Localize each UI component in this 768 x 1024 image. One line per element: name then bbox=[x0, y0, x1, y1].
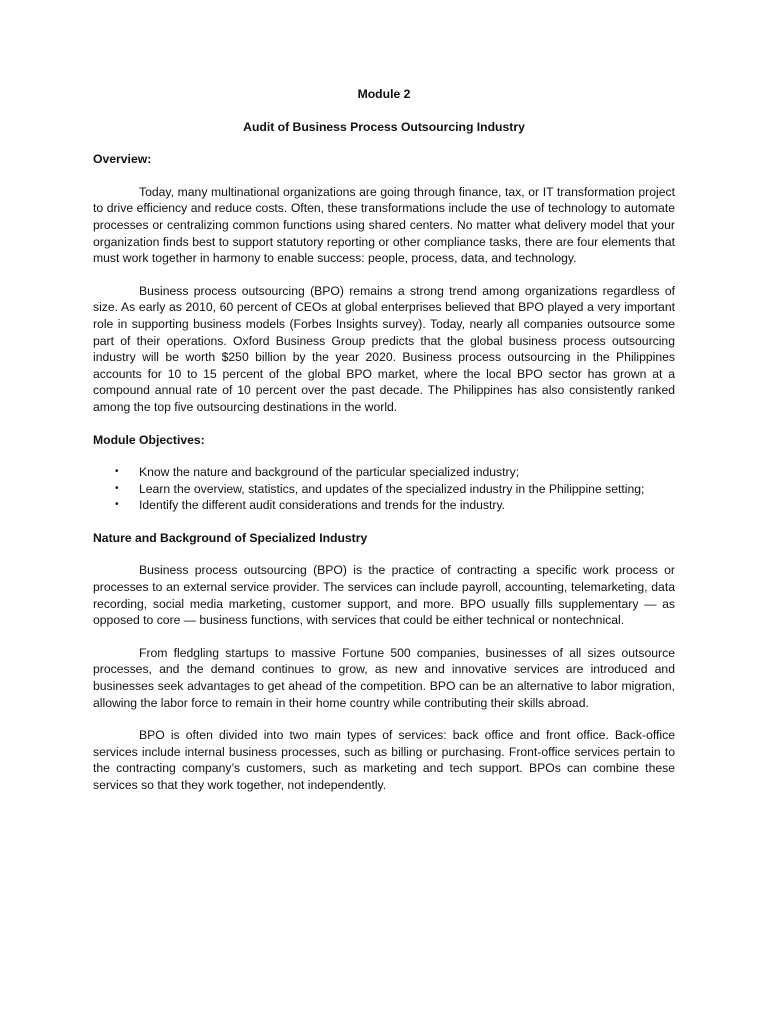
objectives-list bbox=[93, 464, 675, 514]
overview-heading: Overview: bbox=[93, 152, 152, 167]
objective-text: Know the nature and background of the particular specialized industry; bbox=[139, 465, 520, 480]
bullet-icon: • bbox=[115, 466, 119, 478]
objective-text: Identify the different audit considerations and trends for the industry. bbox=[139, 498, 506, 513]
document-title: Audit of Business Process Outsourcing Industry bbox=[243, 119, 525, 134]
overview-paragraph-2: Business process outsourcing (BPO) remains a strong trend among organizations regardless of size. As early as 2010, 60 percent of CEOs at global enterprises believed that BPO played a very important role in supporting business models (Forbes Insights survey). Today, nearly all companies outsource some part of their operations. Oxford Business Group predicts that the global business process outsourcing industry will be worth $250 billion by the year 2020. Business process outsourcing in the Philippines accounts for 10 to 15 percent of the global BPO market, where the local BPO sector has grown at a compound annual rate of 10 percent over the past decade. The Philippines has also consistently ranked among the top five outsourcing destinations in the world. bbox=[93, 283, 675, 414]
document-page bbox=[93, 86, 675, 810]
nature-paragraph-2: From fledgling startups to massive Fortune 500 companies, businesses of all sizes outsource processes, and the demand continues to grow, as new and innovative services are introduced and businesses seek advantages to get ahead of the competition. BPO can be an alternative to labor migration, allowing the labor force to remain in their home country while contributing their skills abroad. bbox=[93, 645, 675, 710]
nature-heading: Nature and Background of Specialized Industry bbox=[93, 530, 368, 545]
bullet-icon: • bbox=[115, 482, 119, 494]
bullet-icon: • bbox=[115, 499, 119, 511]
module-label: Module 2 bbox=[357, 87, 411, 101]
objective-item bbox=[93, 464, 675, 481]
nature-paragraph-1: Business process outsourcing (BPO) is the practice of contracting a specific work process or processes to an external service provider. The services can include payroll, accounting, telemarketing, data recording, social media marketing, customer support, and more. BPO usually fills supplementary — as opposed to core — business functions, with services that could be either technical or nontechnical. bbox=[93, 563, 675, 628]
nature-paragraph-3: BPO is often divided into two main types of services: back office and front office. Back-office services include internal business processes, such as billing or purchasing. Front-office services pertain to the contracting company’s customers, such as marketing and tech support. BPOs can combine these services so that they work together, not independently. bbox=[93, 728, 675, 792]
objectives-heading: Module Objectives: bbox=[93, 432, 205, 447]
objective-item bbox=[93, 481, 675, 498]
overview-paragraph-1: Today, many multinational organizations are going through finance, tax, or IT transformation project to drive efficiency and reduce costs. Often, these transformations include the use of technology to automate processes or centralizing common functions using shared centers. No matter what delivery model that your organization finds best to support statutory reporting or other compliance tasks, there are four elements that must work together in harmony to enable success: people, process, data, and technology. bbox=[93, 184, 675, 266]
objective-text: Learn the overview, statistics, and updates of the specialized industry in the Philippine setting; bbox=[139, 481, 645, 496]
objective-item bbox=[93, 497, 675, 514]
